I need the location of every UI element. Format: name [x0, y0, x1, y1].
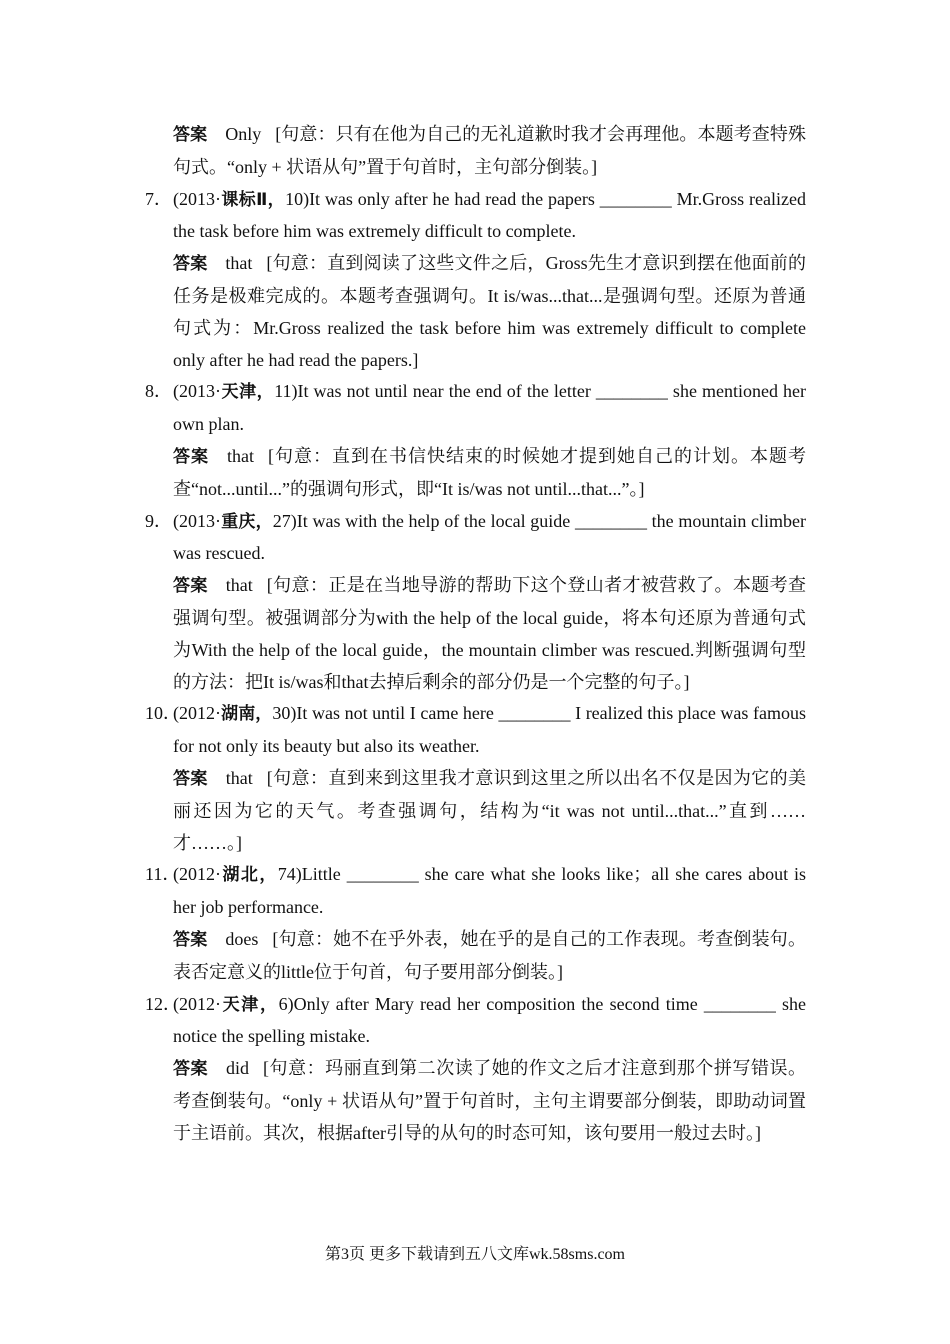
answer-label: 答案 [173, 768, 208, 789]
question-number: 7． [145, 188, 172, 209]
answer-label: 答案 [173, 125, 208, 145]
question-item [145, 184, 806, 249]
question-source: (2013·课标Ⅱ，10) [173, 188, 310, 210]
answer-block [145, 441, 806, 506]
answer-explanation: [句意：只有在他为自己的无礼道歉时我才会再理他。本题考查特殊句式。“only + 状语从句”置于句首时，主句部分倒装。] [173, 124, 807, 177]
answer-block [145, 1053, 806, 1149]
answer-label: 答案 [173, 446, 209, 467]
question-item [145, 698, 806, 763]
answer-explanation: [句意：她不在乎外表，她在乎的是自己的工作表现。考查倒装句。表否定意义的little位于句首，句子要用部分倒装。] [173, 928, 806, 982]
question-stem: Only after Mary read her composition the second time ________ she notice the spelling mistake. [173, 993, 806, 1047]
answer-word: Only [225, 124, 262, 144]
question-number: 10． [145, 703, 181, 724]
answer-label: 答案 [173, 929, 208, 950]
question-source: (2012·湖南，30) [173, 703, 297, 725]
answer-word: that [225, 253, 253, 274]
answer-label: 答案 [173, 254, 208, 275]
question-stem: It was with the help of the local guide ________ the mountain climber was rescued. [173, 510, 806, 564]
question-source: (2012·湖北，74) [173, 864, 302, 886]
question-list [145, 119, 806, 1150]
question-source: (2012·天津，6) [173, 993, 294, 1015]
question-item [145, 506, 806, 571]
question-source: (2013·重庆，27) [173, 510, 297, 532]
question-item [145, 376, 806, 441]
answer-word: does [225, 928, 259, 949]
answer-label: 答案 [173, 576, 208, 597]
answer-explanation: [句意：直到在书信快结束的时候她才提到她自己的计划。本题考查“not...until...”的强调句形式，即“It is/was not until...that...”。] [173, 445, 806, 499]
question-number: 12． [145, 993, 181, 1014]
answer-block [145, 248, 806, 376]
question-stem: It was not until I came here ________ I realized this place was famous for not only its beauty but also its weather. [173, 703, 806, 757]
answer-explanation: [句意：正是在当地导游的帮助下这个登山者才被营救了。本题考查强调句型。被强调部分为with the help of the local guide，将本句还原为普通句式为With the help of the local guide，the mountain climber was rescued.判断强调句型的方法：把It is/was和that去掉后剩余的部分仍是一个完整的句子。] [173, 575, 806, 692]
answer-block [145, 119, 806, 184]
question-number: 9． [145, 510, 172, 531]
question-stem: Little ________ she care what she looks like；all she cares about is her job performance. [173, 864, 807, 918]
answer-word: that [225, 575, 253, 596]
question-item [145, 859, 806, 924]
answer-word: did [226, 1058, 250, 1079]
page-footer: 第3页 更多下载请到五八文库wk.58sms.com [324, 1246, 625, 1263]
answer-explanation: [句意：玛丽直到第二次读了她的作文之后才注意到那个拼写错误。考查倒装句。“only + 状语从句”置于句首时，主句主谓要部分倒装，即助动词置于主语前。其次，根据after引导的从句的时态可知，该句要用一般过去时。] [173, 1058, 806, 1143]
answer-explanation: [句意：直到来到这里我才意识到这里之所以出名不仅是因为它的美丽还因为它的天气。考查强调句，结构为“it was not until...that...”直到……才……。] [173, 767, 806, 853]
answer-block [145, 763, 806, 859]
answer-word: that [225, 767, 253, 788]
question-stem: It was not until near the end of the letter ________ she mentioned her own plan. [173, 381, 806, 435]
question-item [145, 989, 806, 1054]
answer-word: that [227, 445, 254, 466]
question-source: (2013·天津，11) [173, 381, 298, 403]
question-number: 11． [145, 864, 181, 885]
answer-explanation: [句意：直到阅读了这些文件之后，Gross先生才意识到摆在他面前的任务是极难完成的。本题考查强调句。It is/was...that...是强调句型。还原为普通句式为：Mr.Gross realized the task before him was extremely difficult to complete only after he had read the papers.] [173, 253, 807, 370]
question-number: 8． [145, 381, 172, 402]
answer-block [145, 570, 806, 698]
answer-block [145, 924, 806, 989]
answer-label: 答案 [173, 1059, 209, 1080]
question-stem: It was only after he had read the papers ________ Mr.Gross realized the task before him was extremely difficult to complete. [173, 188, 806, 242]
